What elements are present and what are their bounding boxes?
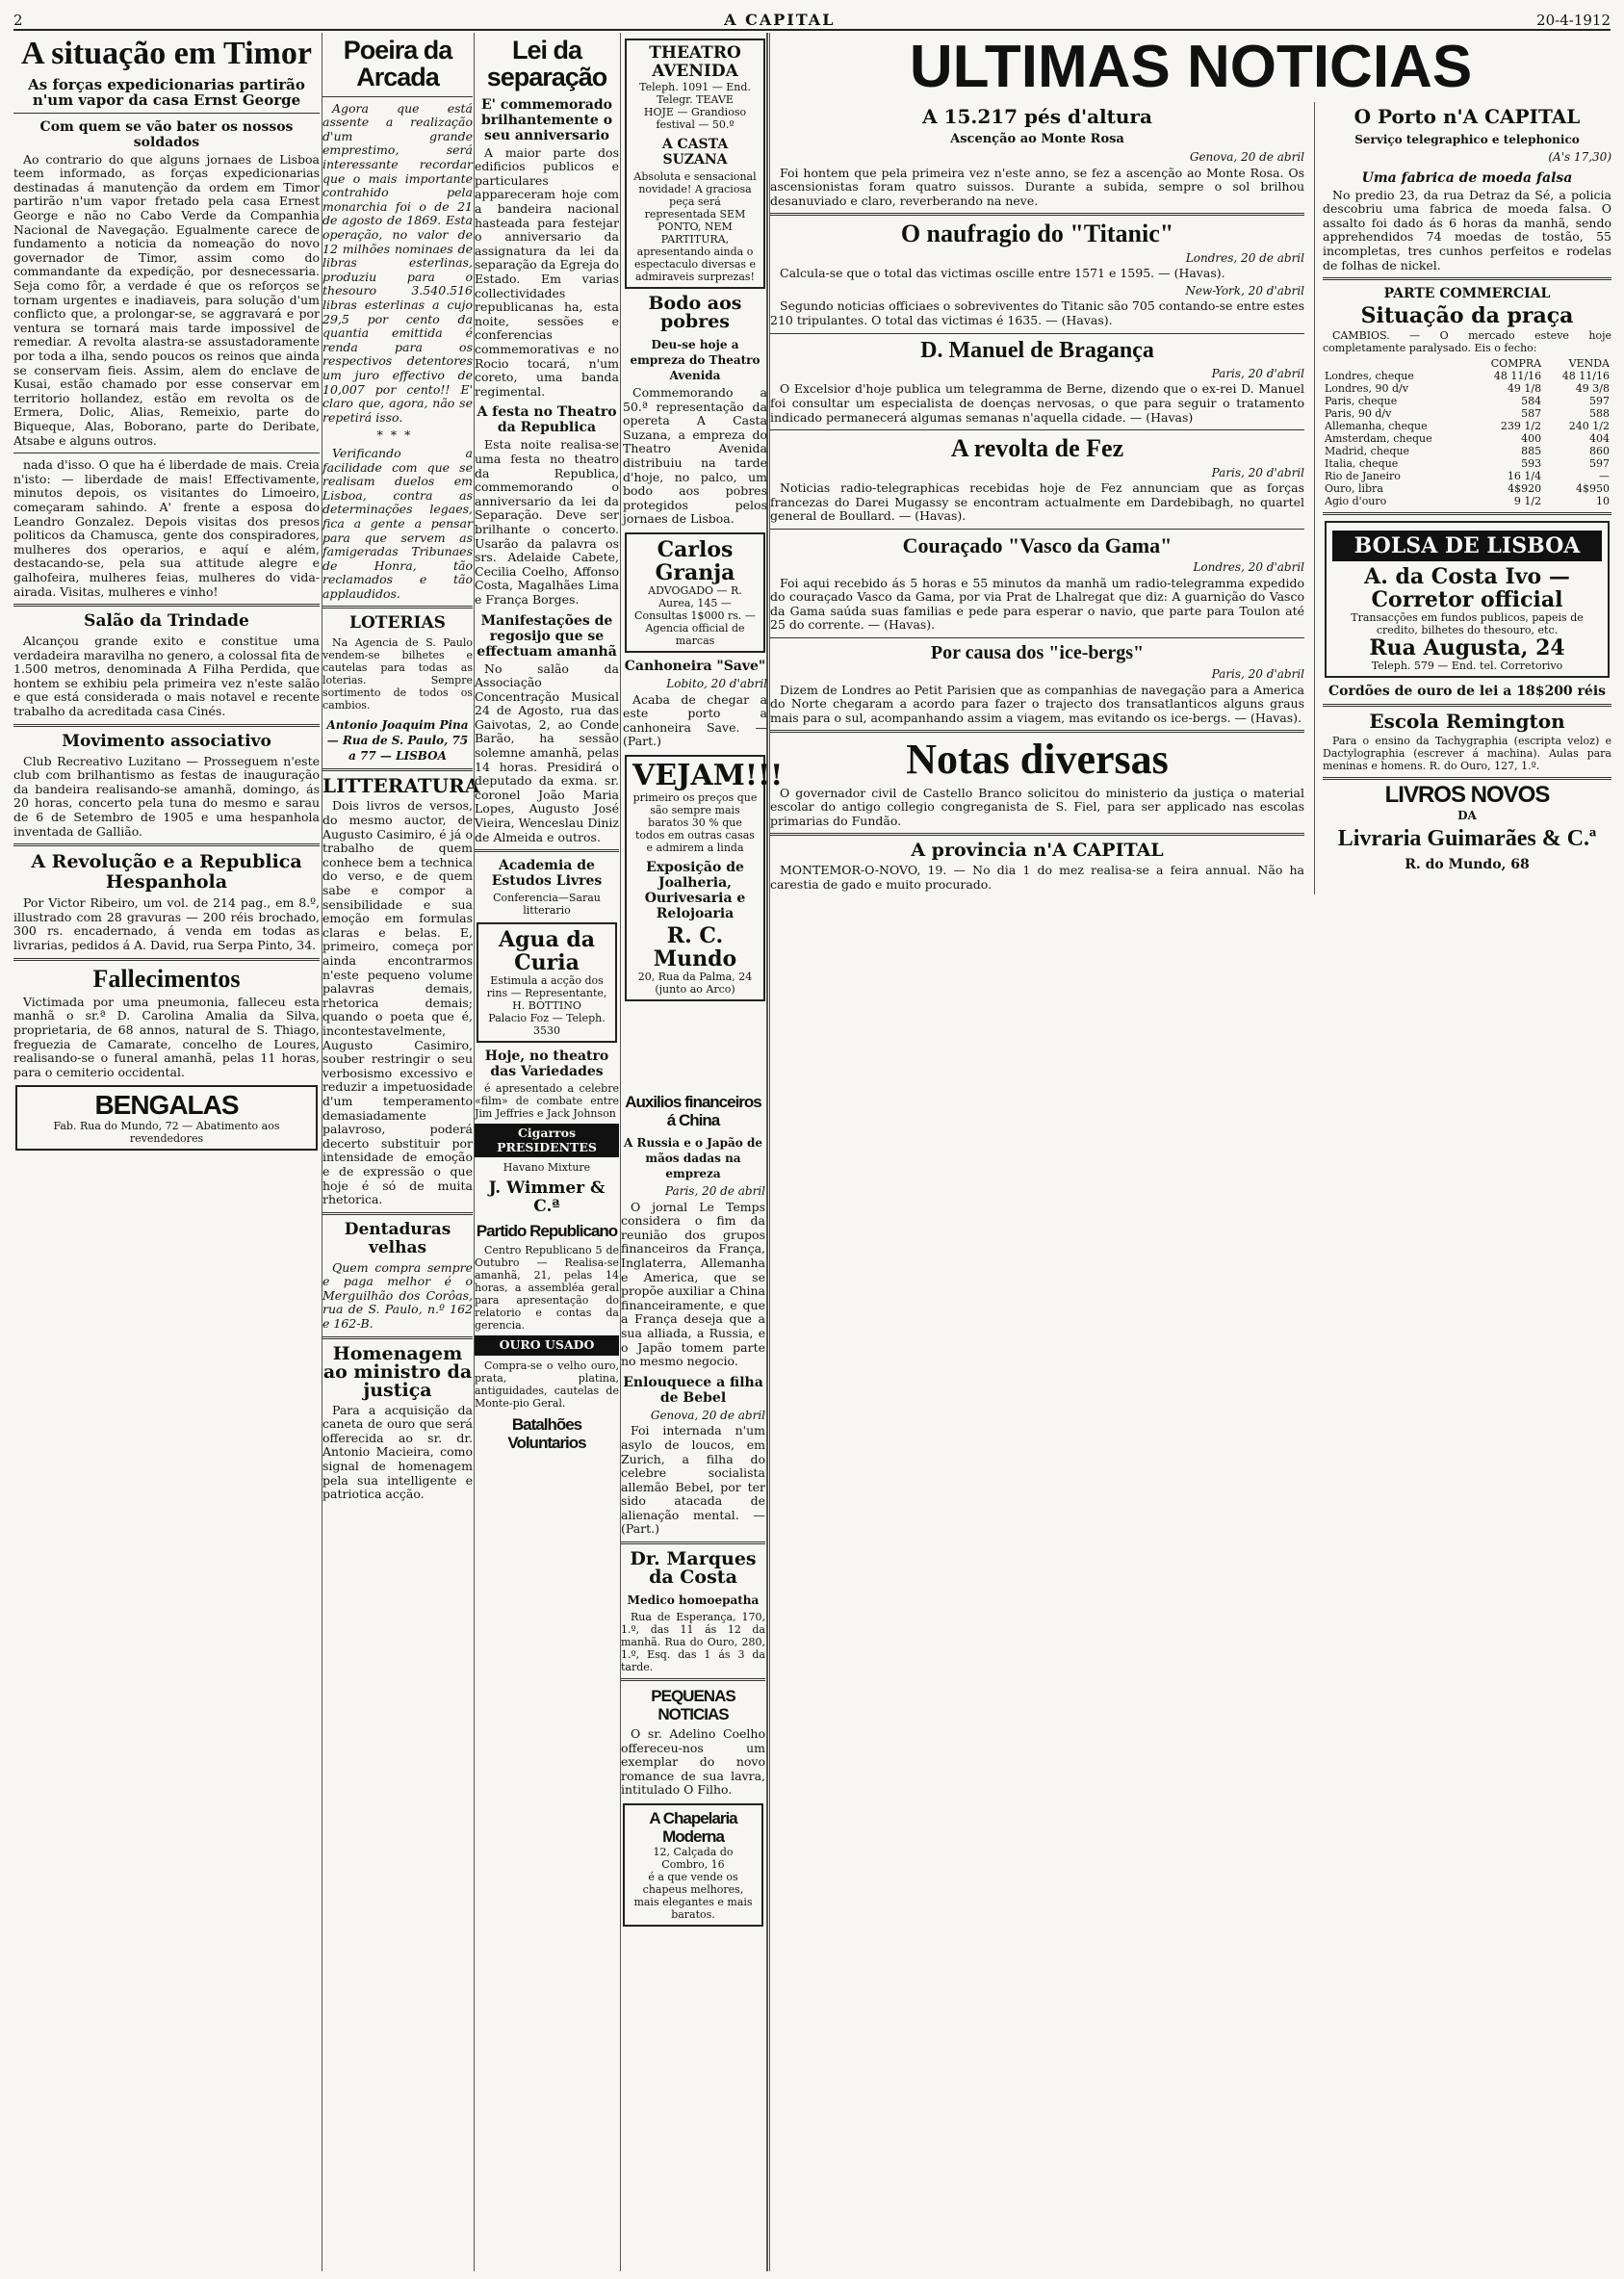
exchange-cell: 48 11/16 bbox=[1561, 370, 1610, 383]
divider bbox=[770, 213, 1304, 216]
titanic-heading: O naufragio do "Titanic" bbox=[900, 220, 1174, 248]
vejam-name: R. C. Mundo bbox=[653, 922, 737, 971]
exchange-row bbox=[1323, 482, 1611, 495]
page-number: 2 bbox=[13, 12, 23, 29]
exchange-cell: Paris, cheque bbox=[1325, 395, 1398, 408]
exchange-col-header bbox=[1323, 357, 1471, 370]
vejam-exposicao: Exposição de Joalheria, Ourivesaria e Relojoaria bbox=[644, 859, 746, 921]
poeira-headline: Poeira da Arcada bbox=[343, 36, 452, 92]
exchange-cell: 4$950 bbox=[1576, 482, 1610, 496]
loterias-heading: LOTERIAS bbox=[349, 613, 446, 634]
ouro-body: Compra-se o velho ouro, prata, platina, antiguidades, cautelas de Monte-pio Geral. bbox=[475, 1360, 619, 1410]
dentaduras-heading: Dentaduras velhas bbox=[344, 1219, 451, 1257]
litteratura-heading: LITTERATURA bbox=[322, 774, 480, 798]
divider bbox=[1323, 277, 1611, 280]
festa-body: Esta noite realisa-se uma festa no theatro da Republica, commemorando o anniversario da lei da Separação. Deve ser brilhante o concerto. Usarão da palavra os srs. Adelaide Cabete, Cecilia Coelho, Affonso Costa, Magalhães Lima e França Borges. bbox=[475, 437, 619, 607]
loterias-ad: Antonio Joaquim Pina — Rua de S. Paulo, 75 a 77 — LISBOA bbox=[326, 718, 469, 764]
notas-body: O governador civil de Castello Branco solicitou do ministerio da justiça o material escolar do antigo collegio congreganista de S. Fiel, para ser applicado nas escolas primarias do Fundão. bbox=[770, 785, 1304, 828]
bebel-body: Foi internada n'um asylo de loucos, em Zurich, a filha do celebre socialista allemão Bebel, por ter sido atacada de alienação mental. — (Part.) bbox=[621, 1423, 765, 1537]
divider bbox=[475, 849, 619, 852]
column-5 bbox=[623, 33, 784, 1073]
livros-addr: R. do Mundo, 68 bbox=[1405, 857, 1530, 873]
divider bbox=[13, 958, 320, 961]
curia-addr: Palacio Foz — Teleph. 3530 bbox=[488, 1012, 606, 1038]
divider bbox=[770, 833, 1304, 836]
exchange-cell: 597 bbox=[1589, 457, 1610, 471]
divider bbox=[770, 333, 1304, 334]
pequenas-body: O sr. Adelino Coelho offereceu-nos um exemplar do novo romance de sua lavra, intitulado O Filho. bbox=[621, 1726, 765, 1798]
festa-heading: A festa no Theatro da Republica bbox=[477, 404, 617, 436]
fez-date: Paris, 20 d'abril bbox=[1211, 465, 1304, 479]
exchange-row bbox=[1323, 395, 1611, 407]
monte-rosa-date: Genova, 20 de abril bbox=[1189, 150, 1304, 164]
divider bbox=[13, 843, 320, 846]
ouro-title: OURO USADO bbox=[475, 1335, 619, 1356]
auxilios-body: O jornal Le Temps considera o fim da reunião dos grupos financeiros da França, Inglaterra, Allemanha e America, que se propõe auxiliar a China financeiramente, e que a França deseja que a sua alliada, a Russia, e o Japão tomem parte no mesmo negocio. bbox=[621, 1199, 765, 1369]
divider bbox=[1323, 777, 1611, 780]
exchange-col-header: COMPRA bbox=[1490, 357, 1542, 371]
braganca-heading: D. Manuel de Bragança bbox=[920, 337, 1154, 363]
avenida-sub: Teleph. 1091 — End. Telegr. TEAVE bbox=[639, 81, 751, 106]
bengalas-sub: Fab. Rua do Mundo, 72 — Abatimento aos revendedores bbox=[53, 1120, 280, 1146]
avenida-play: A CASTA SUZANA bbox=[661, 137, 729, 168]
exchange-cell: 584 bbox=[1521, 395, 1542, 408]
regosijo-body: No salão da Associação Concentração Musical 24 de Agosto, rua das Gaivotas, 2, ao Conde Barão, ha sessão solemne amanhã, pelas 14 horas. Presidirá o deputado da exma. sr. coronel João Maria Lopes, Augusto José Vieira, Wenceslau Diniz de Almeida e outros. bbox=[475, 660, 619, 844]
icebergs-date: Paris, 20 d'abril bbox=[1211, 666, 1304, 681]
braganca-date: Paris, 20 d'abril bbox=[1211, 366, 1304, 380]
granja-ad bbox=[625, 532, 765, 653]
livros-heading: LIVROS NOVOS bbox=[1384, 782, 1550, 809]
limoeiro-body: nada d'isso. O que ha é liberdade de mais. Creia n'isto: — liberdade de mais! Effectivamente, minutos depois, os visitantes do Limoeiro, começaram sahindo. A' frente a esposa do Leandro Gonzalez. Depois visitas dos presos politicos da Chamusca, gente dos conspiradores, mulheres dos operarios, e aquí e além, destacando-se, pela sua attitude alegre e galhofeira, mulheres feias, mulheres do vida-airada. Visitas, mulheres e vinho! bbox=[13, 457, 320, 599]
exchange-cell: 48 11/16 bbox=[1493, 370, 1542, 383]
bebel-date: Genova, 20 de abril bbox=[650, 1408, 765, 1422]
porto-sub: Serviço telegraphico e telephonico bbox=[1354, 133, 1580, 146]
monte-rosa-body: Foi hontem que pela primeira vez n'este anno, se fez a ascenção ao Monte Rosa. Os ascensionistas foram quatro suissos. Durante a subida, sempre o sol brilhou desanuviado e claro, reverberando na neve. bbox=[770, 165, 1304, 208]
exchange-cell: 404 bbox=[1589, 432, 1610, 446]
divider bbox=[322, 96, 473, 97]
exchange-cell: 9 1/2 bbox=[1513, 495, 1542, 508]
cigarros-sub: Havano Mixture bbox=[503, 1161, 591, 1175]
wimmer-title: J. Wimmer & C.ª bbox=[488, 1178, 606, 1217]
exchange-cell: 49 3/8 bbox=[1575, 382, 1610, 396]
exchange-cell: Rio de Janeiro bbox=[1325, 470, 1401, 483]
bengalas-ad bbox=[15, 1085, 318, 1151]
granja-sub: ADVOGADO — R. Aurea, 145 — Consultas 1$000 rs. — Agencia official de marcas bbox=[634, 583, 756, 647]
bolsa-sub: A. da Costa Ivo — Corretor official bbox=[1364, 564, 1570, 613]
trindade-body: Alcançou grande exito e constitue uma verdadeira maravilha no genero, a colossal fita de 1.500 metros, denominada A Filha Perdida, que hontem se exhibiu pela primeira vez n'este salão e que está considerada o mais notavel e recente trabalho da acreditada casa Cinés. bbox=[13, 634, 320, 719]
porto-time: (A's 17,30) bbox=[1548, 150, 1611, 164]
vejam-text: primeiro os preços que são sempre mais baratos 30 % que todos em outras casas e admirem a linda bbox=[632, 790, 758, 854]
marques-heading: Dr. Marques da Costa bbox=[630, 1548, 757, 1589]
trindade-heading: Salão da Trindade bbox=[84, 611, 249, 632]
exchange-row bbox=[1323, 432, 1611, 445]
bolsa-addr: Rua Augusta, 24 bbox=[1369, 635, 1565, 661]
exchange-cell: Ouro, libra bbox=[1325, 482, 1383, 496]
exchange-cell: 597 bbox=[1589, 395, 1610, 408]
save-body: Acaba de chegar a este porto a canhoneira Save. — (Part.) bbox=[623, 691, 767, 749]
avenida-hoje: HOJE — Grandioso festival — 50.º bbox=[643, 106, 747, 131]
curia-title: Agua da Curia bbox=[499, 927, 595, 976]
divider bbox=[322, 768, 473, 771]
poeira-body: Agora que está assente a realização d'um grande emprestimo, será interessante recordar que o mais importante contrahido pela monarchia foi o de 21 de agosto de 1869. Esta operação, no valor de 12 milhões nominaes de libras esterlinas, produziu para o thesouro 3.540.516 libras esterlinas a cujo 29,5 por cento da quantia emittida é renda para os respectivos detentores um juro effectivo de 10,007 por cento!! E' claro que, agora, não se repetirá isso. bbox=[322, 100, 473, 425]
curia-sub: Estimula a acção dos rins — Representante, H. BOTTINO bbox=[486, 974, 607, 1013]
exchange-cell: 860 bbox=[1589, 445, 1610, 458]
exchange-cell: 885 bbox=[1521, 445, 1542, 458]
column-6 bbox=[769, 33, 1611, 2271]
partido-heading: Partido Republicano bbox=[476, 1222, 618, 1241]
exchange-cell: Londres, cheque bbox=[1325, 370, 1414, 383]
titanic-body-2: Segundo noticias officiaes o sobreviventes do Titanic são 705 contando-se entre estes 210 tripulantes. O total das victimas é 1635. — (Havas). bbox=[770, 298, 1304, 328]
homenagem-body: Para a acquisição da caneta de ouro que será offerecida ao sr. dr. Antonio Macieira, como signal de homenagem pela sua intelligente e patriotica acção. bbox=[322, 1402, 473, 1502]
avenida-text: Absoluta e sensacional novidade! A graciosa peça será representada SEM PONTO, NEM PARTITURA, apresentando ainda o espectaculo diversas e admiraveis surprezas! bbox=[633, 170, 757, 283]
auxilios-heading: Auxilios financeiros á China bbox=[625, 1093, 761, 1129]
associativo-heading: Movimento associativo bbox=[62, 731, 271, 751]
timor-body: Ao contrario do que alguns jornaes de Lisboa teem informado, as forças expedicionarias destinadas á manutenção da ordem em Timor partirão n'um vapor fretado pela casa Ernest George e não no Cabo Verde da Companhia Nacional de Navegação. Egualmente carece de fundamento a noticia da nomeação do novo governador de Timor, assim como do commandante da expedição, por desnecessaria. Seja como fôr, a verdade é que os reforços se tornam urgentes e inadiaveis, para solução d'um conflicto que, a prolongar-se, se aggravará e por ventura se tornará mais tarde impossivel de remediar. A revolta alastra-se assustadoramente por toda a ilha, sendo poucos os reinos que ainda se conservam fieis. Assim, alem do enclave de Kusai, estão chamado por esse conservar em territorio hollandez, estão em revolta os de Ermera, Dolic, Alias, Remeixio, parte do Biqueque, Alas, Boborano, parte do Deribate, Atsabe e alguns outros. bbox=[13, 151, 320, 448]
market-section-label: PARTE COMMERCIAL bbox=[1383, 286, 1551, 302]
exchange-cell: 587 bbox=[1521, 407, 1542, 421]
market-body: CAMBIOS. — O mercado esteve hoje completamente paralysado. Eis o fecho: bbox=[1323, 329, 1611, 355]
monte-rosa-heading: A 15.217 pés d'altura bbox=[922, 105, 1152, 128]
bodo-sub: Deu-se hoje a empreza do Theatro Avenida bbox=[630, 338, 760, 382]
partido-body: Centro Republicano 5 de Outubro — Realisa-se amanhã, 21, pelas 14 horas, a assembléa geral para apresentação do relatorio e contas da gerencia. bbox=[475, 1244, 619, 1333]
cordoes-heading: Cordões de ouro de lei a 18$200 réis bbox=[1328, 684, 1607, 700]
escola-heading: Escola Remington bbox=[1369, 710, 1565, 734]
divider bbox=[13, 724, 320, 727]
exchange-row bbox=[1323, 382, 1611, 395]
homenagem-heading: Homenagem ao ministro da justiça bbox=[322, 1342, 473, 1401]
divider bbox=[770, 429, 1304, 430]
exchange-cell: Londres, 90 d/v bbox=[1325, 382, 1408, 396]
associativo-body: Club Recreativo Luzitano — Prosseguem n'este club com brilhantismo as festas de inauguração da bandeira realisando-se amanhã, domingo, ás 20 horas, concerto pela tuna do mesmo e sarau de 6 de Setembro de 1905 e uma hespanhola inventada de Gallião. bbox=[13, 753, 320, 839]
newspaper-name: A CAPITAL bbox=[724, 11, 836, 29]
separacao-body: A maior parte dos edificios publicos e particulares appareceram hoje com a bandeira nacional hasteada para festejar o anniversario da assignatura da lei da separação da Egreja do Estado. Em varias collectividades republicanas ha, esta noite, sessões e conferencias commemorativas e no Rocio tocará, n'um coreto, uma banda regimental. bbox=[475, 144, 619, 399]
porto-heading: O Porto n'A CAPITAL bbox=[1353, 105, 1581, 128]
titanic-date: Londres, 20 de abril bbox=[1185, 250, 1304, 265]
moeda-heading: Uma fabrica de moeda falsa bbox=[1361, 169, 1573, 186]
icebergs-body: Dizem de Londres ao Petit Parisien que as companhias de navegação para a America do Norte chegaram a acordo para fazer o trajecto dos transatlanticos alguns graus mais para o sul, acompanhando assim a viagem, mas evitando os ice-bergs. — (Havas). bbox=[770, 682, 1304, 725]
livros-name: Livraria Guimarães & C.ª bbox=[1337, 826, 1597, 852]
save-date: Lobito, 20 d'abril bbox=[666, 676, 767, 690]
bolsa-text: Transacções em fundos publicos, papeis de credito, bilhetes do thesouro, etc. bbox=[1351, 611, 1584, 637]
variedades-body: é apresentado a celebre «film» de combate entre Jim Jeffries e Jack Johnson bbox=[475, 1082, 619, 1121]
chapelaria-addr: 12, Calçada do Combro, 16 bbox=[653, 1846, 734, 1872]
separacao-deck: E' commemorado brilhantemente o seu anniversario bbox=[480, 96, 613, 143]
exchange-row bbox=[1323, 445, 1611, 457]
bengalas-title: BENGALAS bbox=[94, 1090, 239, 1121]
loterias-body: Na Agencia de S. Paulo vendem-se bilhetes e cautelas para todas as loterias. Sempre sortimento de todos os cambios. bbox=[322, 636, 473, 712]
bebel-heading: Enlouquece a filha de Bebel bbox=[623, 1374, 763, 1406]
curia-ad bbox=[477, 922, 617, 1043]
monte-rosa-story bbox=[770, 102, 1304, 894]
bodo-heading: Bodo aos pobres bbox=[648, 293, 742, 332]
granja-title: Carlos Granja bbox=[655, 536, 735, 585]
timor-subheading: Com quem se vão bater os nossos soldados bbox=[39, 118, 294, 150]
vasco-heading: Couraçado "Vasco da Gama" bbox=[902, 532, 1173, 557]
titanic-date-2: New-York, 20 d'abril bbox=[1185, 283, 1304, 298]
exchange-row bbox=[1323, 407, 1611, 420]
fallecimentos-heading: Fallecimentos bbox=[92, 964, 241, 993]
divider bbox=[322, 606, 473, 609]
masthead bbox=[13, 8, 1611, 31]
star-separator: *** bbox=[376, 427, 419, 443]
auxilios-sub: A Russia e o Japão de mãos dadas na empreza bbox=[623, 1136, 763, 1180]
divider bbox=[13, 604, 320, 607]
exchange-cell: Paris, 90 d/v bbox=[1325, 407, 1392, 421]
divider bbox=[770, 529, 1304, 530]
exchange-cell: 4$920 bbox=[1508, 482, 1542, 496]
market-heading: Situação da praça bbox=[1360, 303, 1574, 329]
column-2 bbox=[322, 33, 480, 2271]
exchange-cell: 49 1/8 bbox=[1507, 382, 1542, 396]
divider bbox=[621, 1541, 765, 1544]
ultimas-headline: ULTIMAS NOTICIAS bbox=[909, 34, 1473, 100]
exchange-cell: 16 1/4 bbox=[1507, 470, 1542, 483]
escola-body: Para o ensino da Tachygraphia (escripta veloz) e Dactylographia (escrever á machina). Aulas para meninas e homens. R. do Ouro, 127, 1.º. bbox=[1323, 735, 1611, 773]
moeda-body: No predio 23, da rua Detraz da Sé, a policia descobriu uma fabrica de moeda falsa. O assalto foi dado ás 6 horas da manhã, sendo apprehendidos 74 moedas de tostão, 55 incompletas, tres cunhos perfeitos e rodelas de folhas de nickel. bbox=[1323, 187, 1611, 272]
bolsa-title: BOLSA DE LISBOA bbox=[1332, 531, 1602, 561]
titanic-body: Calcula-se que o total das victimas oscille entre 1571 e 1595. — (Havas). bbox=[780, 266, 1225, 281]
dentaduras-body: Quem compra sempre e paga melhor é o Merguilhão dos Corôas, rua de S. Paulo, n.º 162 e 162-B. bbox=[322, 1259, 473, 1332]
bolsa-tel: Teleph. 579 — End. tel. Corretorivo bbox=[1371, 660, 1563, 673]
exchange-cell: Amsterdam, cheque bbox=[1325, 432, 1432, 446]
fez-heading: A revolta de Fez bbox=[950, 434, 1124, 463]
vejam-ad bbox=[625, 755, 784, 1001]
avenida-title: THEATRO AVENIDA bbox=[649, 43, 741, 81]
icebergs-heading: Por causa dos "ice-bergs" bbox=[930, 641, 1145, 663]
litteratura-body: Dois livros de versos, do mesmo auctor, de Augusto Casimiro, é já o trabalho de quem conhece bem a technica do verso, e de quem sabe e compor a sensibilidade e sua emoção em formulas claras e belas. E, primeiro, começa por ainda encontrarmos n'este pequeno volume palavras demais, rhetorica demais; quando o poeta que é, incontestavelmente, Augusto Casimiro, souber restringir o seu verbosismo excessivo e reduzir a impetuosidade d'um temperamento demasiadamente palavroso, poderá decerto substituir por intensidade de emoção e de expressão o que hoje é só de muita rhetorica. bbox=[322, 798, 473, 1207]
marques-body: Rua de Esperança, 170, 1.º, das 11 ás 12 da manhã. Rua do Ouro, 280, 1.º, Esq. das 1 ás 3 da tarde. bbox=[621, 1611, 765, 1674]
exchange-cell: 400 bbox=[1521, 432, 1542, 446]
fallecimentos-body: Victimada por uma pneumonia, falleceu esta manhã o sr.ª D. Carolina Amalia da Silva, proprietaria, de 68 annos, natural de S. Thiago, freguezia de Camarate, concelho de Loures, realisando-se o funeral amanhã, pelas 11 horas, para o cemiterio occidental. bbox=[13, 994, 320, 1079]
chapelaria-ad bbox=[623, 1803, 763, 1927]
regosijo-heading: Manifestações de regosijo que se effectuam amanhã bbox=[477, 612, 617, 660]
divider bbox=[322, 1336, 473, 1339]
bolsa-ad bbox=[1325, 521, 1610, 678]
exchange-cell: 239 1/2 bbox=[1500, 420, 1542, 433]
vejam-title: VEJAM!!! bbox=[632, 758, 784, 792]
porto-story bbox=[1314, 102, 1611, 894]
academia-sub: Conferencia—Sarau litterario bbox=[493, 892, 601, 918]
avenida-ad bbox=[625, 39, 765, 289]
provincia-body: MONTEMOR-O-NOVO, 19. — No dia 1 do mez realisa-se a feira annual. Não ha carestia de gado e muito procurado. bbox=[770, 863, 1304, 892]
exchange-cell: 240 1/2 bbox=[1568, 420, 1610, 433]
divider bbox=[770, 637, 1304, 638]
timor-headline: A situação em Timor bbox=[21, 36, 312, 71]
save-heading: Canhoneira "Save" bbox=[624, 658, 766, 674]
exchange-row bbox=[1323, 370, 1611, 382]
braganca-body: O Excelsior d'hoje publica um telegramma de Berne, dizendo que o ex-rei D. Manuel foi consultar um especialista de doenças nervosas, o que para seguir o tratamento indicado permanecerá algumas semanas n'aquella cidade. — (Havas) bbox=[770, 381, 1304, 425]
divider bbox=[322, 1212, 473, 1215]
chapelaria-title: A Chapelaria Moderna bbox=[649, 1809, 737, 1847]
exchange-row bbox=[1323, 457, 1611, 470]
poeira-body-2: Verificando a facilidade com que se realisam duelos em Lisboa, contra as determinações legaes, fica a gente a pensar para que servem as famigeradas Tribunaes de Honra, tão reclamados e tão applaudidos. bbox=[322, 445, 473, 601]
ultimas-top-row bbox=[770, 102, 1611, 894]
auxilios-date: Paris, 20 de abril bbox=[665, 1184, 765, 1198]
notas-heading: Notas diversas bbox=[906, 736, 1169, 784]
exchange-table-body bbox=[1323, 370, 1611, 507]
academia-title: Academia de Estudos Livres bbox=[491, 858, 603, 890]
divider bbox=[1323, 704, 1611, 707]
livros-sub: DA bbox=[1457, 809, 1477, 823]
pequenas-heading: PEQUENAS NOTICIAS bbox=[651, 1687, 735, 1724]
timor-deck: As forças expedicionarias partirão n'um vapor da casa Ernst George bbox=[28, 75, 305, 109]
exchange-cell: — bbox=[1599, 470, 1610, 483]
divider bbox=[13, 113, 320, 114]
revolucao-heading: A Revolução e a Republica Hespanhola bbox=[31, 851, 302, 893]
exchange-cell: 588 bbox=[1589, 407, 1610, 421]
divider bbox=[770, 730, 1304, 733]
exchange-row bbox=[1323, 470, 1611, 482]
exchange-row bbox=[1323, 420, 1611, 432]
provincia-heading: A provincia n'A CAPITAL bbox=[911, 840, 1164, 862]
vasco-date: Londres, 20 d'abril bbox=[1193, 559, 1304, 574]
exchange-header-row bbox=[1323, 357, 1611, 370]
batalhoes-heading: Batalhões Voluntarios bbox=[507, 1415, 586, 1452]
exchange-cell: Allemanha, cheque bbox=[1325, 420, 1428, 433]
issue-date: 20-4-1912 bbox=[1536, 12, 1611, 29]
monte-rosa-sub: Ascenção ao Monte Rosa bbox=[950, 132, 1124, 146]
exchange-table bbox=[1323, 357, 1611, 507]
cigarros-title: Cigarros PRESIDENTES bbox=[475, 1124, 619, 1157]
divider bbox=[1323, 512, 1611, 515]
separacao-headline: Lei da separação bbox=[486, 36, 607, 92]
vasco-body: Foi aqui recebido ás 5 horas e 55 minutos da manhã um radio-telegramma expedido do couraçado Vasco da Gama, por via Prat de Lhalregat que diz: A guarnição do Vasco da Gama saúda suas familias e pede para esperar o navio, que parte para Toulon até 25 do corrente. — (Havas). bbox=[770, 575, 1304, 633]
exchange-cell: 10 bbox=[1596, 495, 1610, 508]
divider bbox=[621, 1678, 765, 1681]
column-1 bbox=[13, 33, 320, 2271]
exchange-row bbox=[1323, 495, 1611, 507]
bodo-body: Commemorando a 50.ª representação da opereta A Casta Suzana, a empreza do Theatro Avenida distribuiu na tarde d'hoje, no palco, um bodo aos pobres protegidos pelos jornaes de Lisboa. bbox=[623, 385, 767, 527]
variedades-heading: Hoje, no theatro das Variedades bbox=[484, 1049, 609, 1080]
revolucao-body: Por Victor Ribeiro, um vol. de 214 pag., em 8.º, illustrado com 28 gravuras — 200 réis brochado, 300 rs. encadernado, á venda em todas as livrarias, pedidos á A. David, rua Serpa Pinto, 34. bbox=[13, 895, 320, 952]
column-3 bbox=[474, 33, 619, 2271]
fez-body: Noticias radio-telegraphicas recebidas hoje de Fez annunciam que as forças francezas do Darei Mugassy se encontram actualmente em Dardebibagh, no quartel general de Boullard. — (Havas). bbox=[770, 480, 1304, 524]
exchange-cell: Italia, cheque bbox=[1325, 457, 1399, 471]
exchange-cell: 593 bbox=[1521, 457, 1542, 471]
exchange-cell: Madrid, cheque bbox=[1325, 445, 1410, 458]
exchange-col-header: VENDA bbox=[1568, 357, 1610, 371]
chapelaria-body: é a que vende os chapeus melhores, mais elegantes e mais baratos. bbox=[633, 1871, 753, 1922]
marques-sub: Medico homoepatha bbox=[627, 1593, 760, 1608]
exchange-cell: Agio d'ouro bbox=[1325, 495, 1387, 508]
vejam-addr: 20, Rua da Palma, 24 (junto ao Arco) bbox=[637, 970, 753, 996]
